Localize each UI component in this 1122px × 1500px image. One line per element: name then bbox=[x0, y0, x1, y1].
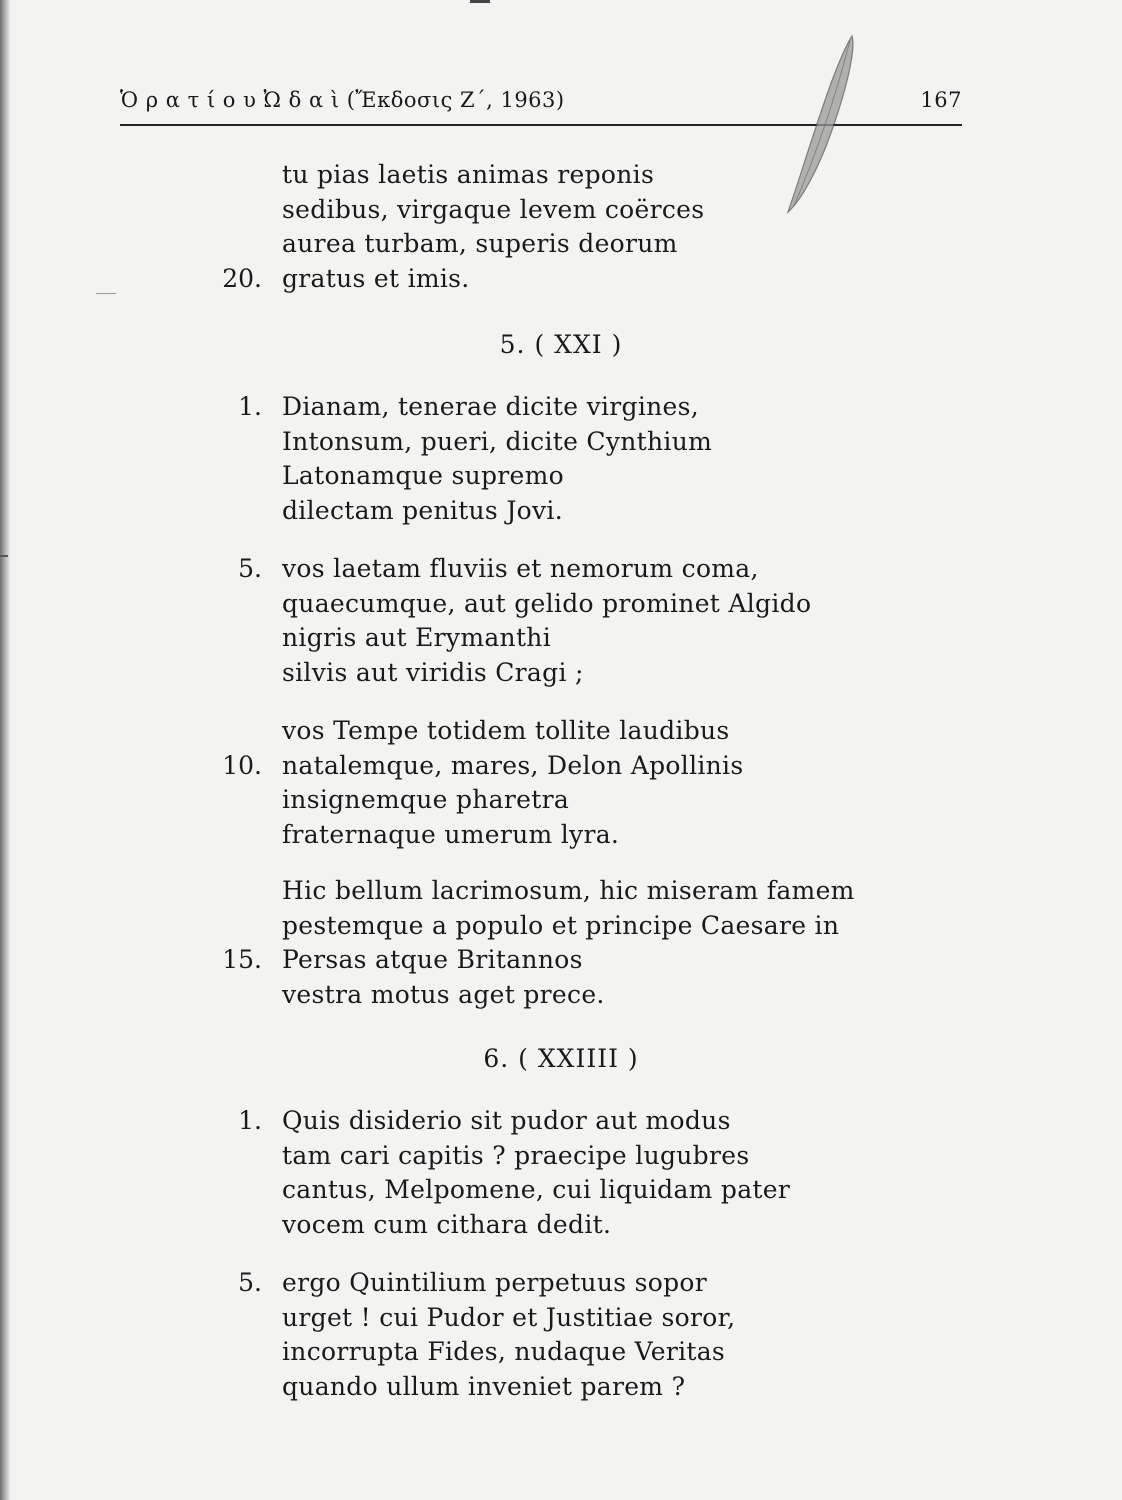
line-number: 20. bbox=[222, 263, 262, 293]
pencil-mark-icon bbox=[760, 30, 870, 220]
verse-line: aurea turbam, superis deorum bbox=[282, 229, 678, 259]
verse-line: insignemque pharetra bbox=[282, 785, 570, 815]
verse-line: Intonsum, pueri, dicite Cynthium bbox=[282, 426, 713, 456]
verse-line: tu pias laetis animas reponis bbox=[282, 160, 655, 189]
line-number: 5. bbox=[238, 554, 262, 583]
line-number: 15. bbox=[222, 945, 262, 975]
verse-line: sedibus, virgaque levem coërces bbox=[282, 194, 705, 224]
verse-line: gratus et imis. bbox=[282, 263, 470, 293]
verse-line: ergo Quintilium perpetuus sopor bbox=[282, 1268, 707, 1297]
verse-line: quaecumque, aut gelido prominet Algido bbox=[282, 588, 812, 618]
verse-line: pestemque a populo et principe Caesare in bbox=[282, 910, 840, 940]
verse-line: silvis aut viridis Cragi ; bbox=[282, 657, 584, 687]
verse-line: Dianam, tenerae dicite virgines, bbox=[282, 392, 700, 421]
poem-heading: 6. ( XXIIII ) bbox=[483, 1044, 639, 1073]
verse-line: Latonamque supremo bbox=[282, 461, 564, 491]
verse-line: Quis disiderio sit pudor aut modus bbox=[282, 1106, 731, 1135]
line-number: 1. bbox=[238, 392, 262, 421]
verse-line: urget ! cui Pudor et Justitiae soror, bbox=[282, 1302, 736, 1332]
verse-line: vos Tempe totidem tollite laudibus bbox=[282, 716, 730, 745]
verse-line: quando ullum inveniet parem ? bbox=[282, 1371, 686, 1401]
page-top-mark bbox=[470, 0, 490, 3]
line-number: 1. bbox=[238, 1106, 262, 1135]
verse-line: Persas atque Britannos bbox=[282, 945, 583, 975]
verse-line: Hic bellum lacrimosum, hic miseram famem bbox=[282, 876, 855, 905]
verse-line: dilectam penitus Jovi. bbox=[282, 495, 563, 525]
verse-line: nigris aut Erymanthi bbox=[282, 623, 552, 653]
line-number: 10. bbox=[222, 750, 262, 780]
verse-line: vocem cum cithara dedit. bbox=[282, 1209, 612, 1239]
poem-heading: 5. ( XXI ) bbox=[499, 330, 623, 359]
verse-line: natalemque, mares, Delon Apollinis bbox=[282, 750, 744, 780]
verse-line: vos laetam fluviis et nemorum coma, bbox=[282, 554, 759, 583]
margin-dash-mark bbox=[96, 293, 116, 294]
verse-line: vestra motus aget prece. bbox=[282, 979, 605, 1009]
margin-tick-mark bbox=[0, 555, 8, 557]
verse-line: cantus, Melpomene, cui liquidam pater bbox=[282, 1175, 791, 1205]
running-header-title: Ὁ ρ α τ ί ο υ Ὠ δ α ὶ (Ἔκδοσις Ζ΄, 1963) bbox=[120, 88, 565, 112]
line-number: 5. bbox=[238, 1268, 262, 1297]
page-binding-edge bbox=[0, 0, 10, 1500]
verse-line: fraternaque umerum lyra. bbox=[282, 819, 620, 849]
verse-line: incorrupta Fides, nudaque Veritas bbox=[282, 1337, 726, 1367]
page-number: 167 bbox=[920, 88, 962, 112]
verse-line: tam cari capitis ? praecipe lugubres bbox=[282, 1140, 750, 1170]
